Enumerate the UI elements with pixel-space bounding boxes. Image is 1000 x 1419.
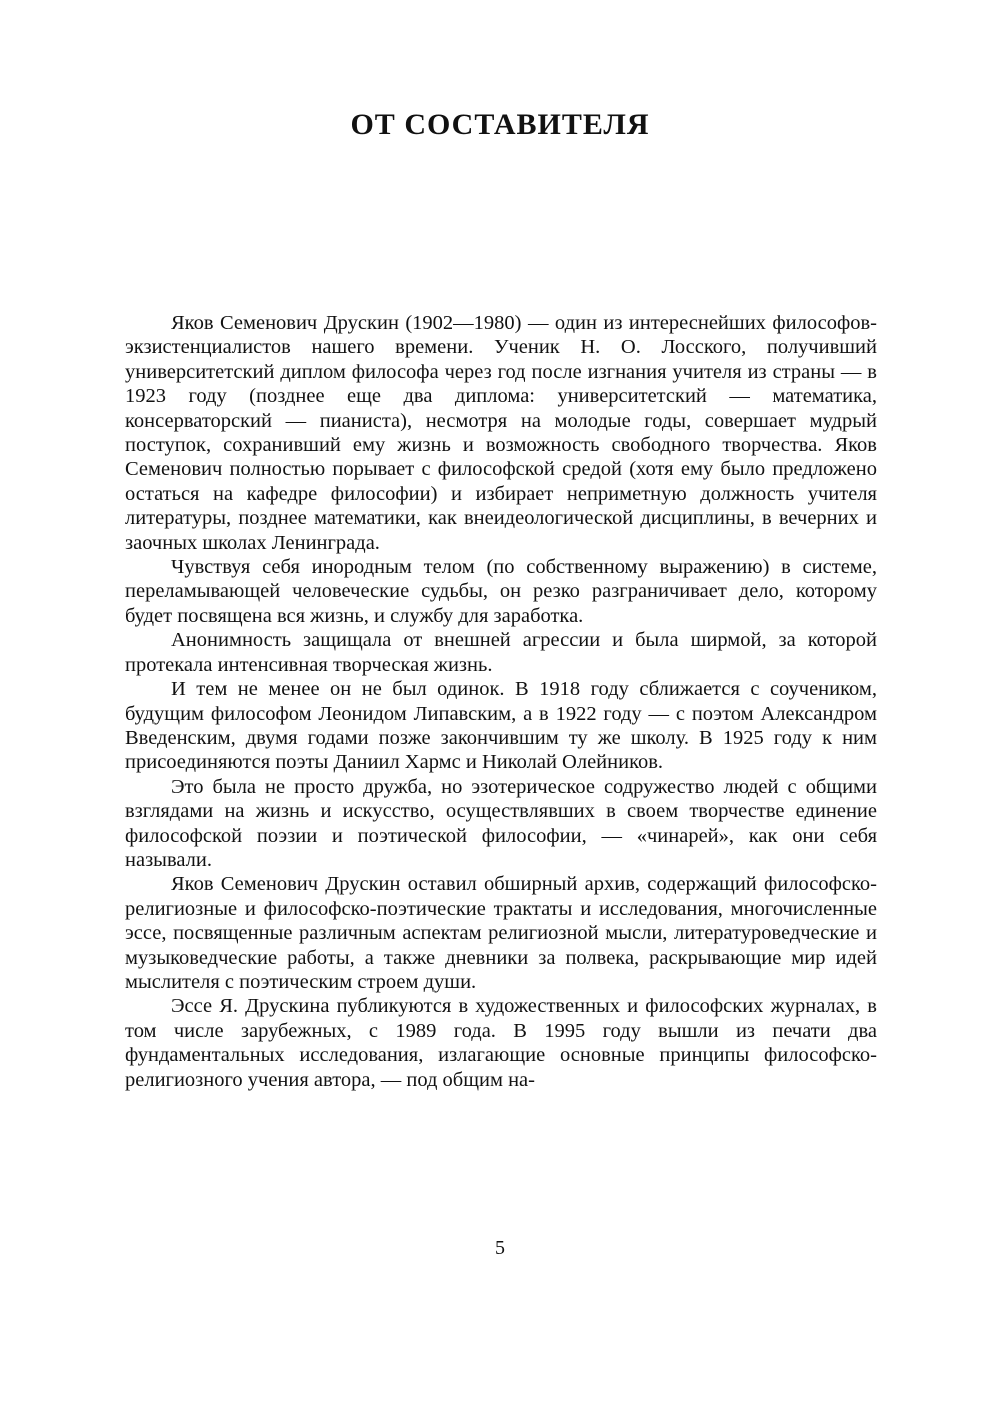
- paragraph: И тем не менее он не был одинок. В 1918 году сближается с соучеником, будущим философом Леонидом Липавским, а в 1922 году — с поэтом Александром Введенским, двумя годами позже закончившим ту же школу. В 1925 году к ним присоединяются поэты Даниил Хармс и Николай Олейников.: [125, 678, 877, 774]
- paragraph: Яков Семенович Друскин (1902—1980) — один из интереснейших философов-экзистенциалистов нашего времени. Ученик Н. О. Лосского, получивший университетский диплом философа через год после изгнания учителя из страны — в 1923 году (позднее еще два диплома: университетский — математика, консерваторский — пианиста), несмотря на молодые годы, совершает мудрый поступок, сохранивший ему жизнь и возможность свободного творчества. Яков Семенович полностью порывает с философской средой (хотя ему было предложено остаться на кафедре философии) и избирает неприметную должность учителя литературы, позднее математики, как внеидеологической дисциплины, в вечерних и заочных школах Ленинграда.: [125, 312, 877, 554]
- body-text: [125, 311, 877, 1092]
- paragraph: Яков Семенович Друскин оставил обширный архив, содержащий философско-религиозные и философско-поэтические трактаты и исследования, многочисленные эссе, посвященные различным аспектам религиозной мысли, литературоведческие и музыковедческие работы, а также дневники за полвека, раскрывающие мир идей мыслителя с поэтическим строем души.: [125, 873, 877, 993]
- page-number: 5: [495, 1237, 505, 1259]
- paragraph: Эссе Я. Друскина публикуются в художественных и философских журналах, в том числе зарубежных, с 1989 года. В 1995 году вышли из печати два фундаментальных исследования, излагающие основные принципы философско-религиозного учения автора, — под общим на-: [125, 995, 877, 1091]
- paragraph: Чувствуя себя инородным телом (по собственному выражению) в системе, переламывающей человеческие судьбы, он резко разграничивает дело, которому будет посвящена вся жизнь, и службу для заработка.: [125, 556, 877, 627]
- paragraph: Это была не просто дружба, но эзотерическое содружество людей с общими взглядами на жизнь и искусство, осуществлявших в своем творчестве единение философской поэзии и поэтической философии, — «чинарей», как они себя называли.: [125, 775, 877, 871]
- page-title: ОТ СОСТАВИТЕЛЯ: [350, 108, 650, 141]
- paragraph: Анонимность защищала от внешней агрессии и была ширмой, за которой протекала интенсивная творческая жизнь.: [125, 629, 877, 676]
